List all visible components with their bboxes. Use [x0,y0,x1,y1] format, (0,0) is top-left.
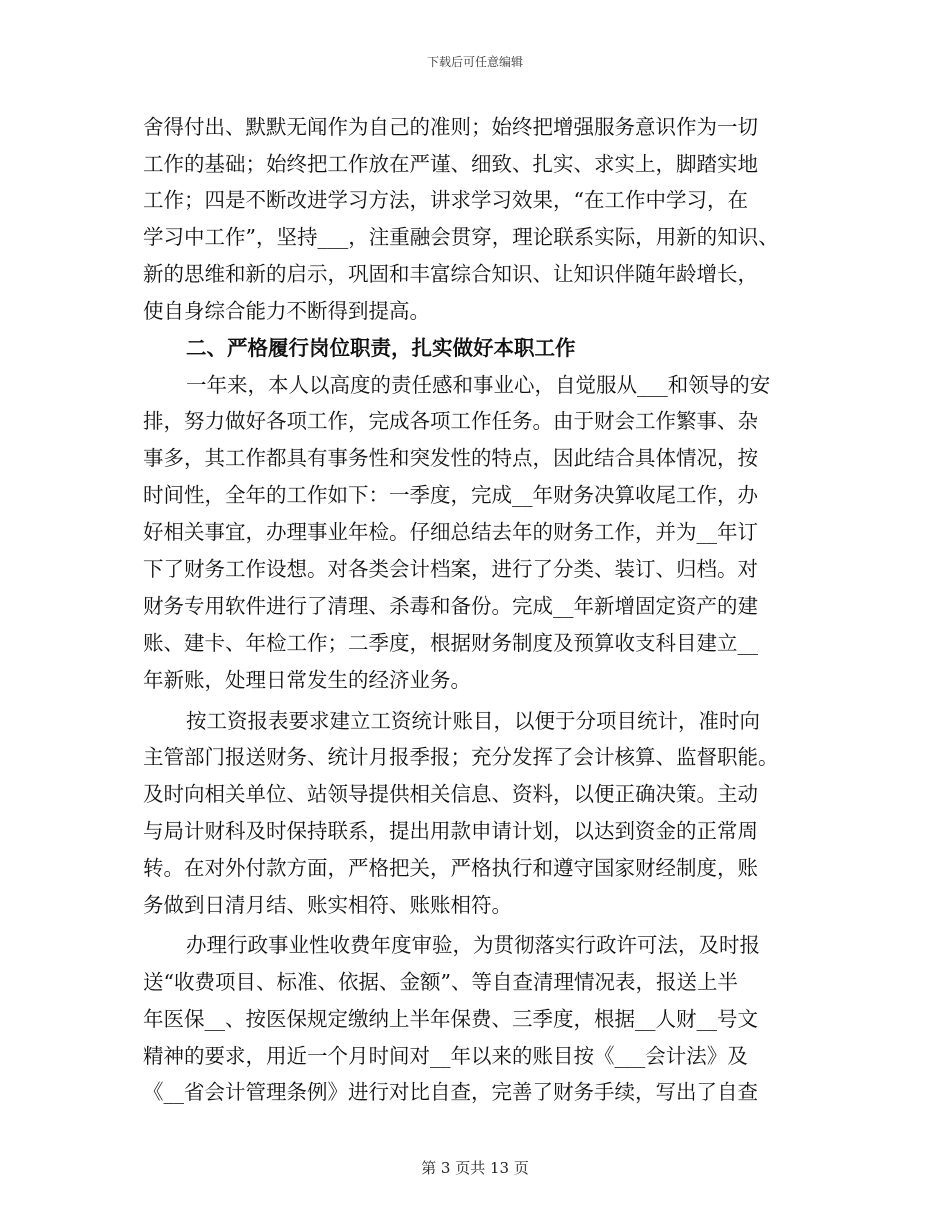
paragraph-line: 精神的要求，用近一个月时间对__年以来的账目按《___会计法》及 [143,1044,748,1068]
paragraph-line: 送“收费项目、标准、依据、金额”、等自查清理情况表，报送上半 [143,970,738,994]
paragraph-line: 务做到日清月结、账实相符、账账相符。 [143,893,512,917]
paragraph-line: 《__省会计管理条例》进行对比自查，完善了财务手续，写出了自查 [143,1080,758,1104]
paragraph-line: 排，努力做好各项工作，完成各项工作任务。由于财会工作繁事、杂 [143,409,758,433]
paragraph-line: 工作；四是不断改进学习方法，讲求学习效果，“在工作中学习，在 [143,188,748,212]
paragraph-line: 学习中工作”，坚持___，注重融会贯穿，理论联系实际，用新的知识、 [143,225,779,249]
paragraph-line: 好相关事宜，办理事业年检。仔细总结去年的财务工作，并为__年订 [143,520,758,544]
paragraph-line: 转。在对外付款方面，严格把关，严格执行和遵守国家财经制度，账 [143,856,758,880]
paragraph-line: 年医保__、按医保规定缴纳上半年保费、三季度，根据__人财__号文 [143,1007,758,1031]
paragraph-line: 年新账，处理日常发生的经济业务。 [143,668,471,692]
paragraph-line: 使自身综合能力不断得到提高。 [143,299,430,323]
paragraph-line: 时间性，全年的工作如下：一季度，完成__年财务决算收尾工作，办 [143,483,758,507]
paragraph-line: 工作的基础；始终把工作放在严谨、细致、扎实、求实上，脚踏实地 [143,152,758,176]
paragraph-line: 财务专用软件进行了清理、杀毒和备份。完成__年新增固定资产的建 [143,594,758,618]
paragraph-line: 及时向相关单位、站领导提供相关信息、资料，以便正确决策。主动 [143,782,758,806]
paragraph-line: 办理行政事业性收费年度审验，为贯彻落实行政许可法，及时报 [186,933,760,957]
paragraph-line: 按工资报表要求建立工资统计账目，以便于分项目统计，准时向 [186,709,760,733]
paragraph-line: 与局计财科及时保持联系，提出用款申请计划，以达到资金的正常周 [143,819,758,843]
page-header: 下载后可任意编辑 [426,55,523,69]
paragraph-line: 主管部门报送财务、统计月报季报；充分发挥了会计核算、监督职能。 [143,745,779,769]
paragraph-line: 账、建卡、年检工作；二季度，根据财务制度及预算收支科目建立__ [143,631,758,655]
page-footer: 第 3 页共 13 页 [421,1159,529,1177]
paragraph-line: 事多，其工作都具有事务性和突发性的特点，因此结合具体情况，按 [143,446,758,470]
section-heading: 二、严格履行岗位职责，扎实做好本职工作 [186,336,576,360]
paragraph-line: 一年来，本人以高度的责任感和事业心，自觉服从___和领导的安 [186,373,771,397]
paragraph-line: 舍得付出、默默无闻作为自己的准则；始终把增强服务意识作为一切 [143,115,758,139]
paragraph-line: 下了财务工作设想。对各类会计档案，进行了分类、装订、归档。对 [143,557,758,581]
paragraph-line: 新的思维和新的启示，巩固和丰富综合知识、让知识伴随年龄增长， [143,262,758,286]
